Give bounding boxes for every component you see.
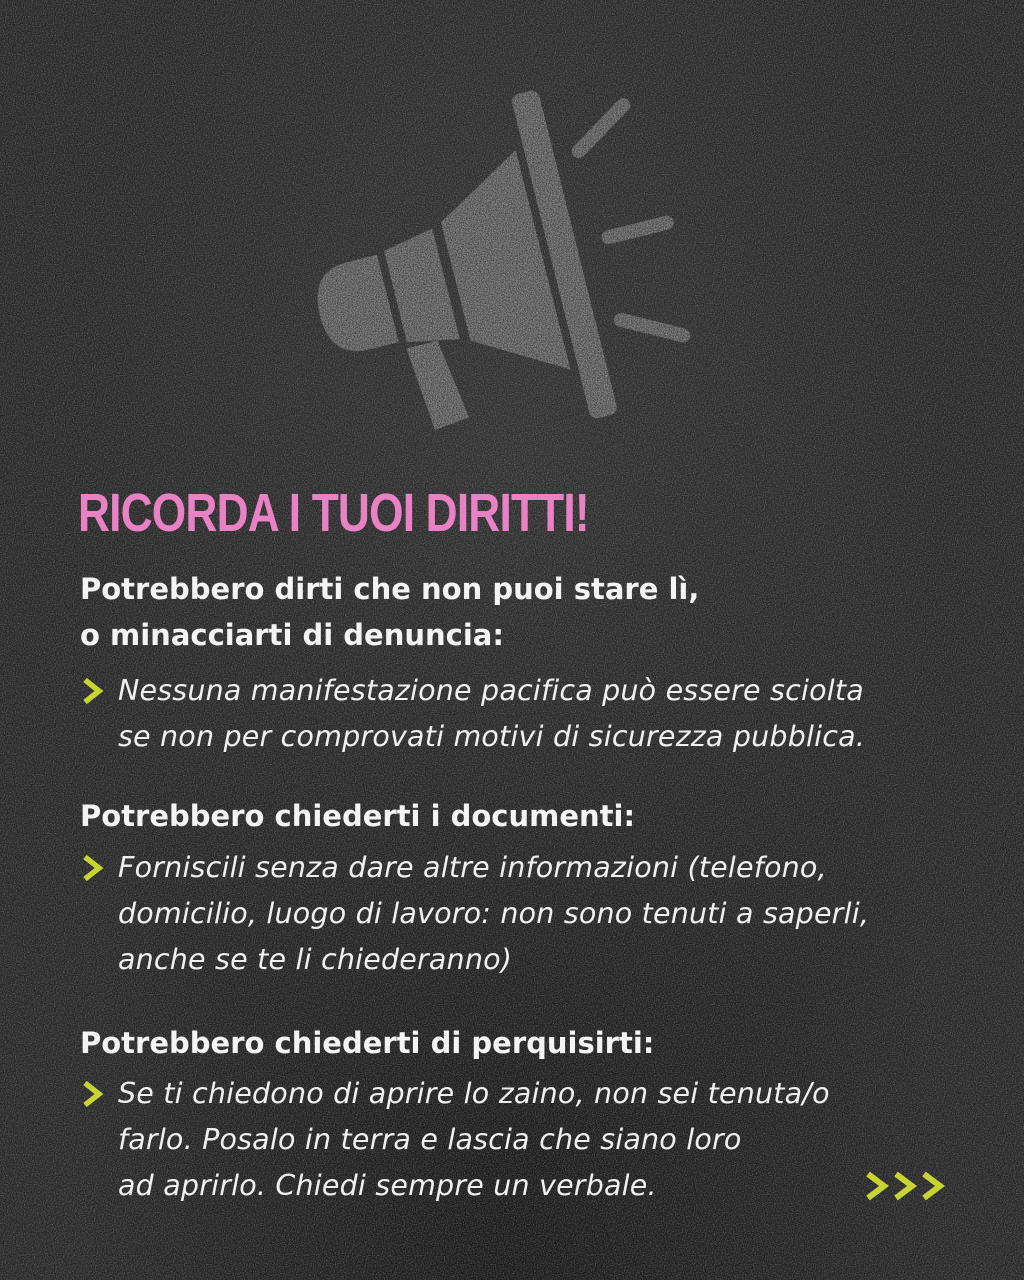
section-3-answer-text: Se ti chiedono di aprire lo zaino, non sei tenuta/o farlo. Posalo in terra e lascia che siano loro ad aprirlo. Chiedi sempre un verbale.: [118, 1077, 830, 1202]
chevron-right-icon: [80, 1079, 106, 1109]
section-3-question: Potrebbero chiederti di perquisirti:: [80, 1026, 655, 1060]
triple-chevron-right-icon[interactable]: [864, 1168, 952, 1204]
page-title: RICORDA I TUOI DIRITTI!: [78, 483, 589, 543]
chevron-right-icon: [80, 676, 106, 706]
section-2-answer: [80, 845, 980, 985]
chevron-right-icon: [80, 853, 106, 883]
megaphone-icon: [290, 70, 750, 430]
section-1-question-line-1: Potrebbero dirti che non puoi stare lì,: [80, 572, 700, 606]
section-2-answer-text: Forniscili senza dare altre informazioni (telefono, domicilio, luogo di lavoro: non sono tenuti a saperli, anche se te li chiederanno): [118, 851, 870, 976]
section-3-answer: [80, 1071, 980, 1211]
section-2-question: Potrebbero chiederti i documenti:: [80, 799, 636, 833]
section-1-answer: [80, 668, 980, 768]
section-1-question-line-2: o minacciarti di denuncia:: [80, 618, 504, 652]
section-1-answer-text: Nessuna manifestazione pacifica può essere sciolta se non per comprovati motivi di sicurezza pubblica.: [118, 674, 866, 753]
